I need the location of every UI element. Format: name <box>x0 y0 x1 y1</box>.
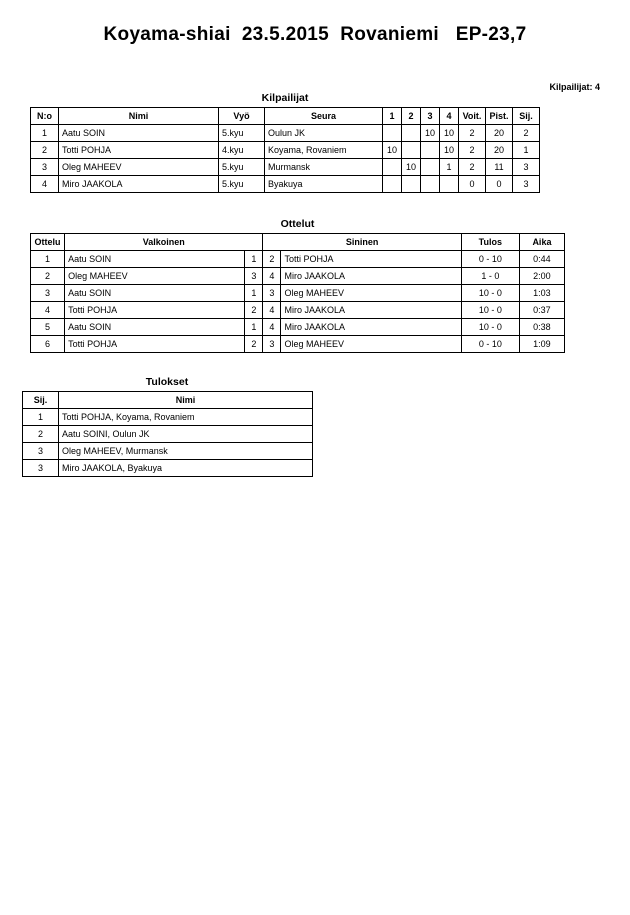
table-row <box>31 268 565 285</box>
cell-nimi: Oleg MAHEEV, Murmansk <box>59 443 313 460</box>
cell-blue-name: Miro JAAKOLA <box>281 302 461 319</box>
cell-voit: 0 <box>459 176 486 193</box>
cell-vyo: 5.kyu <box>219 176 265 193</box>
cell-blue-name: Miro JAAKOLA <box>281 319 461 336</box>
table-row <box>31 176 540 193</box>
section-tulokset <box>22 376 313 477</box>
table-row <box>31 336 565 353</box>
cell-blue-no: 3 <box>263 285 281 302</box>
cell-match-1 <box>383 159 402 176</box>
cell-no: 1 <box>31 125 59 142</box>
cell-ottelu: 5 <box>31 319 65 336</box>
cell-match-3 <box>421 142 440 159</box>
column-header-tulos: Tulos <box>461 234 519 251</box>
cell-vyo: 5.kyu <box>219 159 265 176</box>
cell-sij: 3 <box>513 176 540 193</box>
cell-aika: 0:37 <box>519 302 564 319</box>
tulokset-table <box>22 391 313 477</box>
column-header-seura: Seura <box>265 108 383 125</box>
cell-match-4: 10 <box>440 142 459 159</box>
cell-pist: 20 <box>486 142 513 159</box>
cell-blue-name: Oleg MAHEEV <box>281 336 461 353</box>
cell-sij: 3 <box>513 159 540 176</box>
cell-match-1 <box>383 125 402 142</box>
cell-seura: Koyama, Rovaniem <box>265 142 383 159</box>
cell-blue-no: 4 <box>263 268 281 285</box>
cell-pist: 20 <box>486 125 513 142</box>
cell-sij: 1 <box>513 142 540 159</box>
cell-white-no: 1 <box>245 285 263 302</box>
cell-ottelu: 4 <box>31 302 65 319</box>
cell-match-1: 10 <box>383 142 402 159</box>
section-title-tulokset: Tulokset <box>145 376 189 388</box>
cell-blue-no: 2 <box>263 251 281 268</box>
cell-aika: 1:03 <box>519 285 564 302</box>
cell-match-3: 10 <box>421 125 440 142</box>
cell-aika: 0:44 <box>519 251 564 268</box>
column-header-sij: Sij. <box>513 108 540 125</box>
cell-nimi: Totti POHJA, Koyama, Rovaniem <box>59 409 313 426</box>
cell-ottelu: 2 <box>31 268 65 285</box>
cell-sij: 3 <box>23 460 59 477</box>
table-header-row <box>31 108 540 125</box>
column-header-nimi: Nimi <box>59 108 219 125</box>
cell-sij: 2 <box>513 125 540 142</box>
column-header-valkoinen: Valkoinen <box>65 234 263 251</box>
table-row <box>23 460 313 477</box>
cell-nimi: Miro JAAKOLA, Byakuya <box>59 460 313 477</box>
cell-white-no: 1 <box>245 319 263 336</box>
cell-voit: 2 <box>459 159 486 176</box>
cell-sij: 2 <box>23 426 59 443</box>
cell-aika: 1:09 <box>519 336 564 353</box>
column-header-sij: Sij. <box>23 392 59 409</box>
cell-blue-name: Oleg MAHEEV <box>281 285 461 302</box>
cell-match-4: 1 <box>440 159 459 176</box>
cell-match-3 <box>421 159 440 176</box>
cell-voit: 2 <box>459 142 486 159</box>
cell-match-4: 10 <box>440 125 459 142</box>
cell-nimi: Miro JAAKOLA <box>59 176 219 193</box>
cell-white-no: 1 <box>245 251 263 268</box>
cell-white-name: Aatu SOIN <box>65 319 245 336</box>
cell-sij: 1 <box>23 409 59 426</box>
table-row <box>31 319 565 336</box>
cell-seura: Oulun JK <box>265 125 383 142</box>
table-row <box>23 409 313 426</box>
cell-white-no: 2 <box>245 302 263 319</box>
cell-white-no: 3 <box>245 268 263 285</box>
column-header-nimi: Nimi <box>59 392 313 409</box>
table-row <box>31 251 565 268</box>
cell-tulos: 10 - 0 <box>461 302 519 319</box>
cell-match-4 <box>440 176 459 193</box>
column-header-voit: Voit. <box>459 108 486 125</box>
section-title-ottelut: Ottelut <box>280 218 315 230</box>
cell-no: 4 <box>31 176 59 193</box>
section-ottelut <box>30 218 565 353</box>
column-header-m1: 1 <box>383 108 402 125</box>
cell-ottelu: 3 <box>31 285 65 302</box>
table-header-row <box>23 392 313 409</box>
section-title-kilpailijat: Kilpailijat <box>261 92 309 104</box>
cell-sij: 3 <box>23 443 59 460</box>
cell-pist: 11 <box>486 159 513 176</box>
cell-aika: 0:38 <box>519 319 564 336</box>
cell-no: 2 <box>31 142 59 159</box>
cell-tulos: 0 - 10 <box>461 251 519 268</box>
cell-blue-no: 4 <box>263 302 281 319</box>
cell-ottelu: 6 <box>31 336 65 353</box>
cell-match-1 <box>383 176 402 193</box>
column-header-vyo: Vyö <box>219 108 265 125</box>
cell-nimi: Oleg MAHEEV <box>59 159 219 176</box>
kilpailijat-table <box>30 107 540 193</box>
column-header-sininen: Sininen <box>263 234 461 251</box>
cell-match-2 <box>402 125 421 142</box>
cell-nimi: Aatu SOINI, Oulun JK <box>59 426 313 443</box>
cell-nimi: Aatu SOIN <box>59 125 219 142</box>
column-header-m3: 3 <box>421 108 440 125</box>
cell-seura: Murmansk <box>265 159 383 176</box>
table-row <box>23 443 313 460</box>
table-row <box>31 142 540 159</box>
cell-nimi: Totti POHJA <box>59 142 219 159</box>
cell-match-2 <box>402 142 421 159</box>
cell-blue-no: 3 <box>263 336 281 353</box>
cell-white-name: Oleg MAHEEV <box>65 268 245 285</box>
cell-seura: Byakuya <box>265 176 383 193</box>
cell-white-name: Totti POHJA <box>65 336 245 353</box>
cell-blue-name: Totti POHJA <box>281 251 461 268</box>
table-header-row <box>31 234 565 251</box>
cell-vyo: 4.kyu <box>219 142 265 159</box>
cell-white-name: Aatu SOIN <box>65 285 245 302</box>
cell-white-name: Aatu SOIN <box>65 251 245 268</box>
table-row <box>31 159 540 176</box>
cell-blue-name: Miro JAAKOLA <box>281 268 461 285</box>
cell-no: 3 <box>31 159 59 176</box>
cell-match-2: 10 <box>402 159 421 176</box>
cell-vyo: 5.kyu <box>219 125 265 142</box>
cell-ottelu: 1 <box>31 251 65 268</box>
cell-tulos: 10 - 0 <box>461 319 519 336</box>
cell-tulos: 1 - 0 <box>461 268 519 285</box>
table-row <box>31 302 565 319</box>
column-header-no: N:o <box>31 108 59 125</box>
column-header-aika: Aika <box>519 234 564 251</box>
cell-tulos: 0 - 10 <box>461 336 519 353</box>
table-row <box>31 125 540 142</box>
cell-aika: 2:00 <box>519 268 564 285</box>
participants-count: Kilpailijat: 4 <box>549 82 600 92</box>
cell-blue-no: 4 <box>263 319 281 336</box>
table-row <box>31 285 565 302</box>
document-page <box>0 24 630 915</box>
cell-match-3 <box>421 176 440 193</box>
cell-pist: 0 <box>486 176 513 193</box>
column-header-ottelu: Ottelu <box>31 234 65 251</box>
cell-tulos: 10 - 0 <box>461 285 519 302</box>
column-header-m4: 4 <box>440 108 459 125</box>
column-header-m2: 2 <box>402 108 421 125</box>
cell-match-2 <box>402 176 421 193</box>
section-kilpailijat <box>30 92 540 193</box>
cell-white-name: Totti POHJA <box>65 302 245 319</box>
ottelut-table <box>30 233 565 353</box>
cell-voit: 2 <box>459 125 486 142</box>
column-header-pist: Pist. <box>486 108 513 125</box>
cell-white-no: 2 <box>245 336 263 353</box>
table-row <box>23 426 313 443</box>
page-title: Koyama-shiai 23.5.2015 Rovaniemi EP-23,7 <box>103 24 527 45</box>
